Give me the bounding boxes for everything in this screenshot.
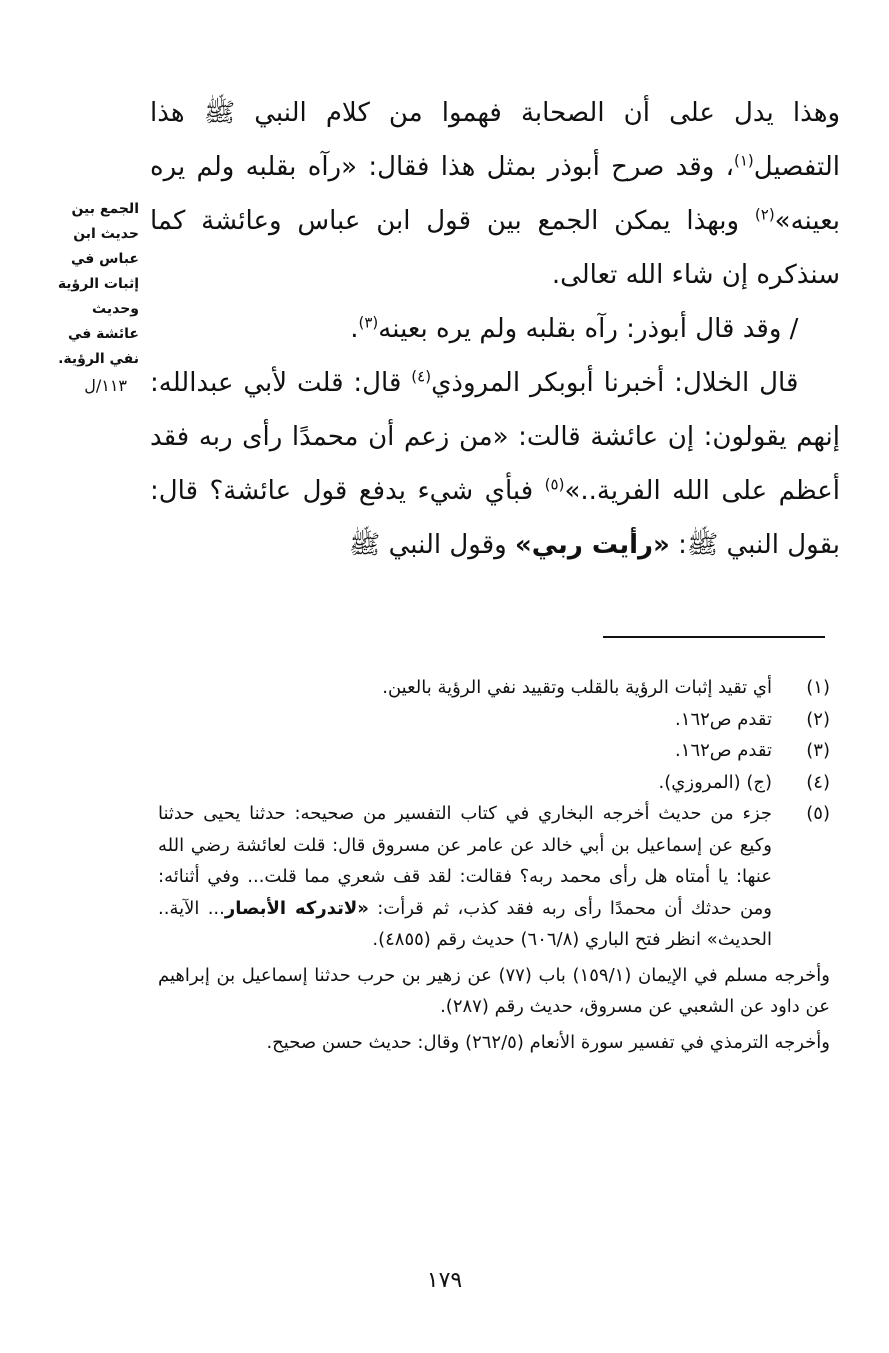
footnote-5 (158, 798, 830, 956)
manuscript-page-ref: ١١٣/ل (84, 376, 127, 395)
paragraph-3-text-d: وقول النبي ﷺ (348, 530, 515, 560)
hadith-quote: «رأيت ربي» (514, 530, 670, 560)
footnotes (158, 672, 830, 1058)
paragraph-2 (150, 302, 840, 356)
footnote-number: (٤) (806, 771, 830, 793)
main-text (150, 86, 840, 572)
footnote-1 (158, 672, 830, 704)
paragraph-3-text-c: فبأي شيء يدفع قول عائشة؟ قال: بقول النبي ﷺ: (150, 476, 840, 560)
footnote-5-tirmidhi: وأخرجه الترمذي في تفسير سورة الأنعام (٢٦٢/٥) وقال: حديث حسن صحيح. (266, 1031, 830, 1053)
footnote-ref-4[interactable]: (٤) (411, 367, 432, 386)
paragraph-1 (150, 86, 840, 302)
footnote-number: (٥) (806, 803, 830, 824)
footnote-separator (603, 636, 825, 638)
paragraph-1-text-b: ، وقد صرح أبوذر بمثل هذا فقال: «رآه بقلبه ولم يره بعينه» (150, 152, 840, 236)
footnote-text-a: جزء من حديث أخرجه البخاري في كتاب التفسير من صحيحه: حدثنا يحيى حدثنا وكيع عن إسماعيل بن أبي خالد عن عامر عن مسروق قال: قلت لعائشة رضي الله عنها: يا أمتاه هل رأى محمد ربه؟ فقالت: لقد قف شعري مما قلت... وفي أثنائه: ومن حدثك أن محمدًا رأى ربه فقد كذب، ثم قرأت: (158, 803, 772, 919)
footnote-number: (٣) (806, 740, 830, 761)
footnote-3 (158, 735, 830, 767)
footnote-text: أي تقيد إثبات الرؤية بالقلب وتقييد نفي الرؤية بالعين. (382, 677, 772, 698)
footnote-number: (١) (806, 677, 830, 698)
footnote-text: تقدم ص١٦٢. (675, 708, 772, 730)
footnote-4 (158, 767, 830, 799)
footnote-5-muslim: وأخرجه مسلم في الإيمان (١٥٩/١) باب (٧٧) عن زهير بن حرب حدثنا إسماعيل بن إبراهيم عن داود عن الشعبي عن مسروق، حديث رقم (٢٨٧). (158, 964, 830, 1017)
margin-note: الجمع بين حديث ابن عباس في إثبات الرؤية وحديث عائشة في نفي الرؤية. (57, 201, 139, 367)
footnote-number: (٢) (806, 708, 830, 730)
footnote-text-b: ... الآية.. الحديث» انظر فتح الباري (٦٠٦/٨) حديث رقم (٤٨٥٥). (158, 897, 772, 950)
paragraph-1-text-c: وبهذا يمكن الجمع بين قول ابن عباس وعائشة كما سنذكره إن شاء الله تعالى. (150, 206, 840, 290)
footnote-ref-2[interactable]: (٢) (754, 205, 775, 224)
page-number: ١٧٩ (426, 1268, 463, 1293)
footnote-ref-3[interactable]: (٣) (358, 313, 379, 332)
paragraph-2-text-b: . (350, 314, 359, 344)
paragraph-3 (150, 356, 840, 572)
footnote-text: (ج) (المروزي). (658, 771, 772, 793)
paragraph-2-text-a: / وقد قال أبوذر: رآه بقلبه ولم يره بعينه (378, 314, 799, 344)
footnote-ref-5[interactable]: (٥) (544, 475, 565, 494)
paragraph-3-text-b: قال: قلت لأبي عبدالله: إنهم يقولون: إن عائشة قالت: «من زعم أن محمدًا رأى ربه فقد أعظم على الله الفرية..» (150, 368, 841, 506)
paragraph-3-text-a: قال الخلال: أخبرنا أبوبكر المروذي (431, 368, 799, 398)
footnote-ref-1[interactable]: (١) (733, 151, 754, 170)
footnote-2 (158, 704, 830, 736)
footnote-text: تقدم ص١٦٢. (675, 740, 772, 761)
paragraph-1-text-a: وهذا يدل على أن الصحابة فهموا من كلام النبي ﷺ هذا التفصيل (150, 98, 840, 182)
quran-verse: «لاتدركه الأبصار (224, 897, 369, 919)
